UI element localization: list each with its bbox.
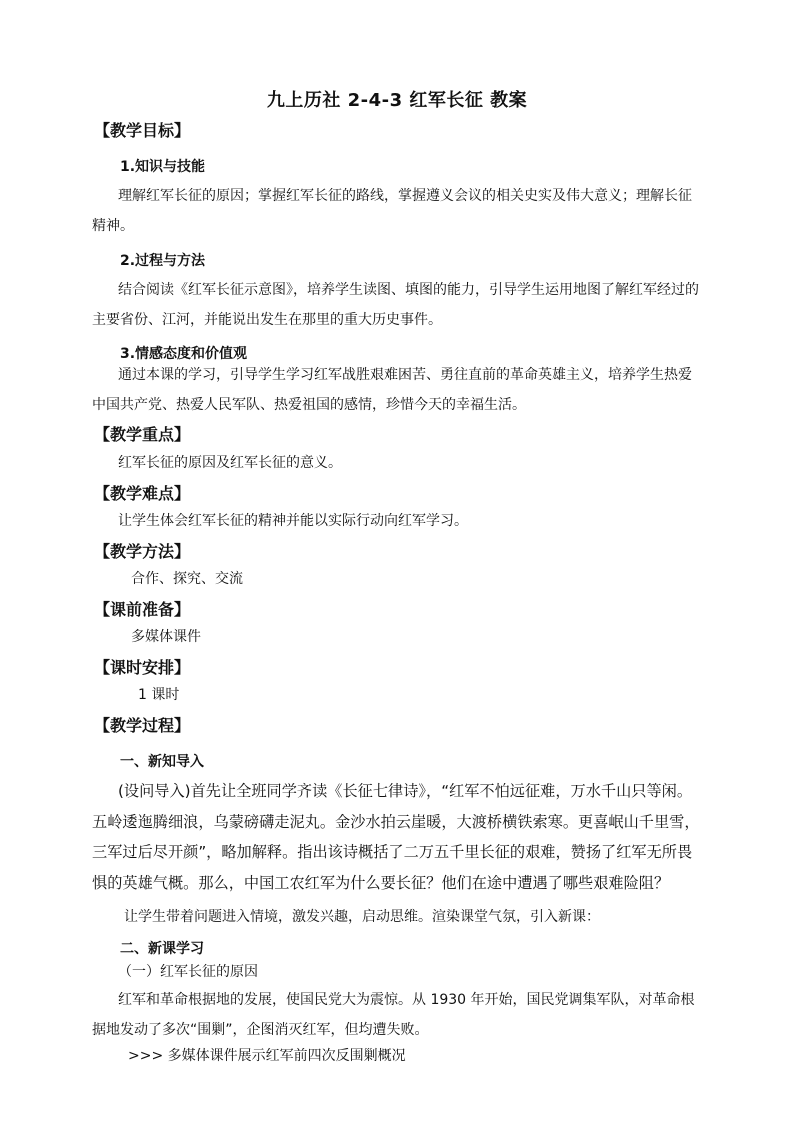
long-march-causes-subtitle: （一）红军长征的原因	[118, 964, 258, 980]
emotion-values-title: 3.情感态度和价值观	[120, 346, 248, 362]
document-title: 九上历社 2-4-3 红军长征 教案	[266, 90, 528, 111]
objectives-heading: 【教学目标】	[94, 121, 191, 140]
preparation-text: 多媒体课件	[131, 629, 201, 645]
intro-section-title: 一、新知导入	[120, 754, 204, 770]
preparation-heading: 【课前准备】	[94, 600, 191, 619]
teaching-process-heading: 【教学过程】	[94, 716, 191, 735]
process-methods-text: 结合阅读《红军长征示意图》，培养学生读图、填图的能力，引导学生运用地图了解红军经过的主要省份、江河，并能说出发生在那里的重大历史事件。	[92, 282, 699, 328]
methods-heading: 【教学方法】	[94, 542, 191, 561]
causes-paragraph: 红军和革命根据地的发展，使国民党大为震惊。从 1930 年开始，国民党调集军队，对革命根据地发动了多次“围剿”，企图消灭红军，但均遭失败。	[92, 992, 695, 1038]
intro-paragraph: (设问导入)首先让全班同学齐读《长征七律诗》，“红军不怕远征难，万水千山只等闲。五岭逶迤腾细浪，乌蒙磅礴走泥丸。金沙水拍云崖暖，大渡桥横铁索寒。更喜岷山千里雪，三军过后尽开颜”，略加解释。指出该诗概括了二万五千里长征的艰难，赞扬了红军无所畏惧的英雄气概。那么，中国工农红军为什么要长征？他们在途中遭遇了哪些艰难险阻？	[92, 782, 700, 892]
intro-followup: 让学生带着问题进入情境，激发兴趣，启动思维。渲染课堂气氛，引入新课：	[124, 909, 600, 925]
key-points-text: 红军长征的原因及红军长征的意义。	[118, 455, 342, 471]
key-points-heading: 【教学重点】	[94, 425, 191, 444]
knowledge-skills-text: 理解红军长征的原因；掌握红军长征的路线，掌握遵义会议的相关史实及伟大意义；理解长征精神。	[92, 188, 692, 234]
schedule-text: 1 课时	[138, 687, 180, 703]
methods-text: 合作、探究、交流	[131, 571, 243, 587]
difficulty-text: 让学生体会红军长征的精神并能以实际行动向红军学习。	[118, 513, 468, 529]
emotion-values-text: 通过本课的学习，引导学生学习红军战胜艰难困苦、勇往直前的革命英雄主义，培养学生热爱中国共产党、热爱人民军队、热爱祖国的感情，珍惜今天的幸福生活。	[92, 367, 692, 413]
difficulty-heading: 【教学难点】	[94, 484, 191, 503]
process-methods-title: 2.过程与方法	[120, 253, 206, 269]
multimedia-note: >>> 多媒体课件展示红军前四次反围剿概况	[128, 1048, 406, 1064]
new-lesson-title: 二、新课学习	[120, 941, 204, 957]
knowledge-skills-title: 1.知识与技能	[120, 159, 206, 175]
schedule-heading: 【课时安排】	[94, 658, 191, 677]
